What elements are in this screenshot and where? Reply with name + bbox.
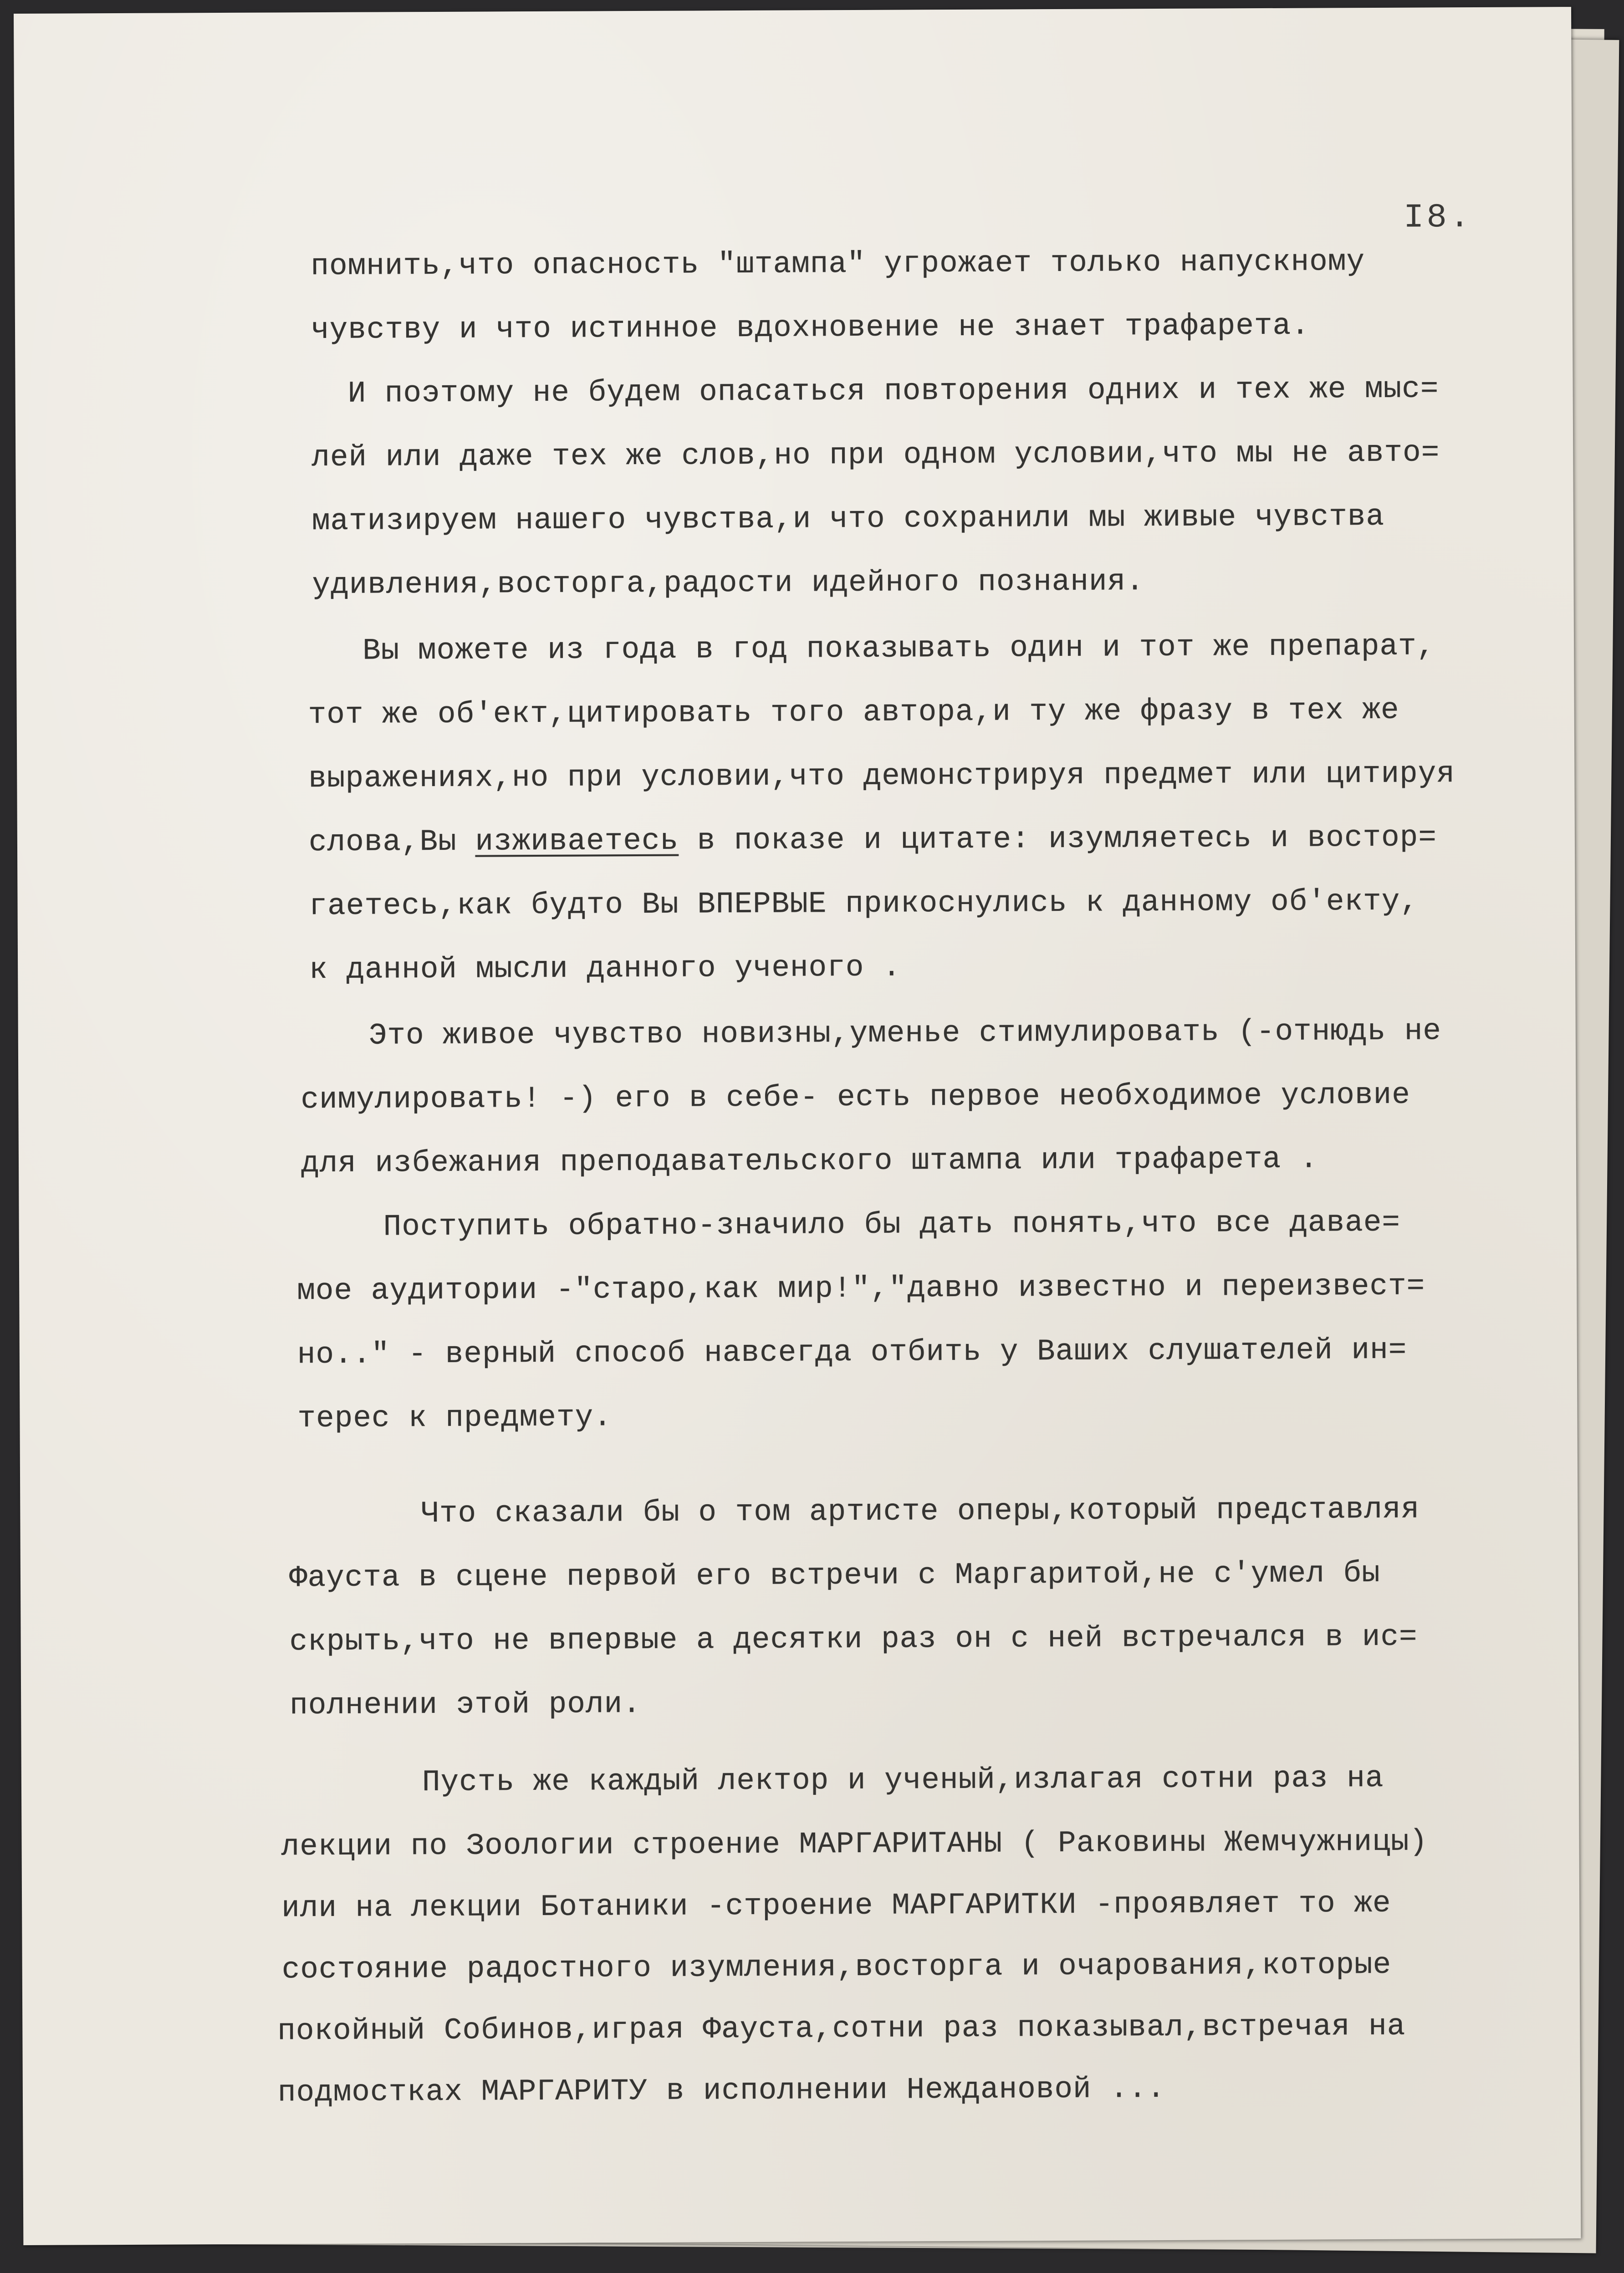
page-number: I8.: [1403, 199, 1473, 237]
text-line: но.." - верный способ навсегда отбить у Ваших слушателей ин=: [297, 1333, 1407, 1372]
text-segment: в показе и цитате: изумляетесь и востор=: [678, 820, 1437, 858]
text-segment: слова,Вы: [308, 824, 475, 860]
text-line: подмостках МАРГАРИТУ в исполнении Неждановой ...: [277, 2072, 1166, 2110]
typewritten-page: [14, 7, 1581, 2245]
text-line: Что сказали бы о том артисте оперы,который представляя: [421, 1492, 1420, 1531]
text-line: покойный Собинов,играя Фауста,сотни раз показывал,встречая на: [277, 2009, 1406, 2048]
text-line: скрыть,что не впервые а десятки раз он с ней встречался в ис=: [289, 1619, 1418, 1659]
text-line: для избежания преподавательского штампа или трафарета .: [301, 1142, 1318, 1181]
text-line: или на лекции Ботаники -строение МАРГАРИТКИ -проявляет то же: [281, 1886, 1391, 1926]
text-line: лей или даже тех же слов,но при одном условии,что мы не авто=: [312, 435, 1440, 475]
text-line: выражениях,но при условии,что демонстрируя предмет или цитируя: [308, 756, 1455, 796]
text-line: Поступить обратно-значило бы дать понять,что все давае=: [383, 1205, 1401, 1244]
text-line: матизируем нашего чувства,и что сохранили мы живые чувства: [312, 499, 1385, 539]
text-line: помнить,что опасность "штампа" угрожает только напускному: [311, 245, 1365, 284]
text-line: состояние радостного изумления,восторга и очарования,которые: [281, 1947, 1392, 1987]
text-line: Это живое чувство новизны,уменье стимулировать (-отнюдь не: [368, 1014, 1442, 1053]
text-line: [309, 820, 1437, 859]
text-line: Вы можете из года в год показывать один и тот же препарат,: [362, 629, 1435, 668]
text-line: Фауста в сцене первой его встречи с Маргаритой,не с'умел бы: [289, 1556, 1380, 1595]
text-line: симулировать! -) его в себе- есть первое необходимое условие: [301, 1078, 1410, 1117]
underlined-word: изживаетесь: [475, 823, 679, 859]
text-line: удивления,восторга,радости идейного познания.: [312, 564, 1144, 603]
text-line: Пусть же каждый лектор и ученый,излагая сотни раз на: [422, 1761, 1384, 1800]
text-line: тот же об'ект,цитировать того автора,и ту же фразу в тех же: [308, 693, 1399, 732]
text-line: чувству и что истинное вдохновение не знает трафарета.: [311, 308, 1310, 347]
text-line: гаетесь,как будто Вы ВПЕРВЫЕ прикоснулись к данному об'екту,: [309, 884, 1419, 924]
text-line: мое аудитории -"старо,как мир!","давно известно и переизвест=: [297, 1269, 1425, 1308]
text-line: терес к предмету.: [297, 1400, 612, 1436]
page-body: [14, 7, 1581, 2245]
text-line: лекции по Зоологии строение МАРГАРИТАНЫ ( Раковины Жемчужницы): [281, 1824, 1428, 1864]
text-line: к данной мысли данного ученого .: [309, 950, 901, 987]
text-line: полнении этой роли.: [290, 1687, 641, 1723]
text-line: И поэтому не будем опасаться повторения одних и тех же мыс=: [347, 372, 1439, 411]
